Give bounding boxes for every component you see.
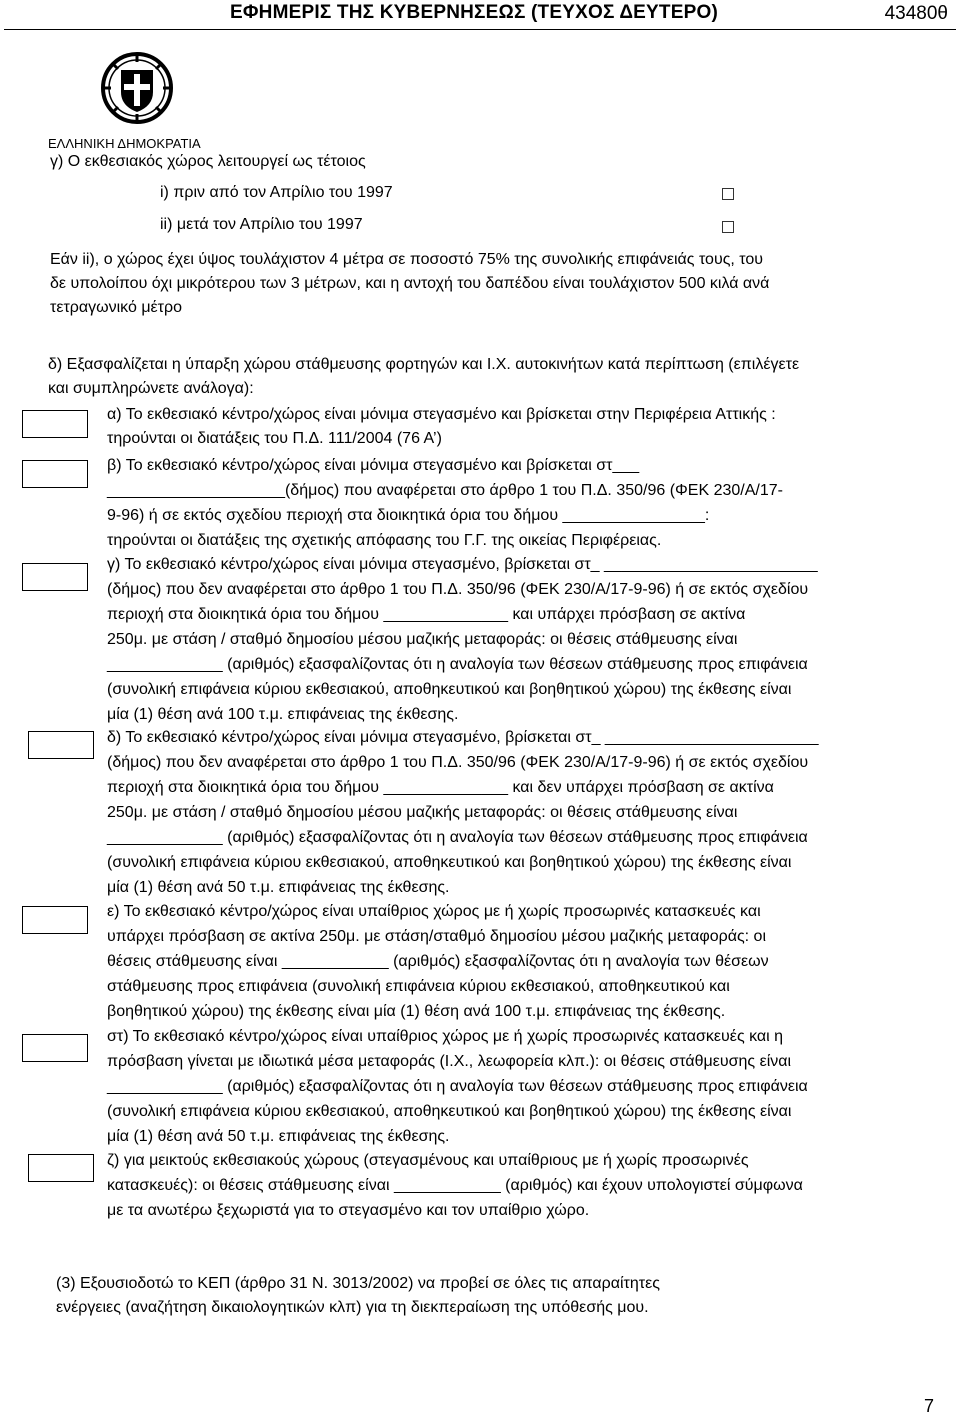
option-c-line: (συνολική επιφάνεια κύριου εκθεσιακού, αποθηκευτικού και βοηθητικού χώρου) της έκθεσης είναι	[107, 681, 792, 698]
section-d-intro-line: δ) Εξασφαλίζεται η ύπαρξη χώρου στάθμευσης φορτηγών και Ι.Χ. αυτοκινήτων κατά περίπτωση (επιλέγετε	[48, 356, 800, 373]
section-g-note-line: δε υπολοίπου όχι μικρότερου των 3 μέτρων, και η αντοχή του δαπέδου είναι τουλάχιστον 500 κιλά ανά	[50, 275, 770, 292]
option-d-line: μία (1) θέση ανά 50 τ.μ. επιφάνειας της έκθεσης.	[107, 879, 450, 896]
select-box-option-z[interactable]	[28, 1154, 94, 1182]
option-e-line: υπάρχει πρόσβαση σε ακτίνα 250μ. με στάση/σταθμό δημοσίου μέσου μαζικής μεταφοράς: οι	[107, 928, 767, 945]
select-box-option-e[interactable]	[22, 906, 88, 934]
option-e-line: βοηθητικού χώρου) της έκθεσης είναι μία (1) θέση ανά 100 τ.μ. επιφάνειας της έκθεσης.	[107, 1003, 726, 1020]
option-z-line: ζ) για μεικτούς εκθεσιακούς χώρους (στεγασμένους και υπαίθριους με ή χωρίς προσωρινές	[107, 1152, 749, 1169]
option-d-line: (συνολική επιφάνεια κύριου εκθεσιακού, αποθηκευτικού και βοηθητικού χώρου) της έκθεσης είναι	[107, 854, 792, 871]
option-a-line: α) Το εκθεσιακό κέντρο/χώρος είναι μόνιμα στεγασμένο και βρίσκεται στην Περιφέρεια Αττικής :	[107, 406, 776, 423]
option-z-line: κατασκευές): οι θέσεις στάθμευσης είναι ____________ (αριθμός) και έχουν υπολογιστεί σύμφωνα	[107, 1177, 803, 1194]
option-d-line: 250μ. με στάση / σταθμό δημοσίου μέσου μαζικής μεταφοράς: οι θέσεις στάθμευσης είναι	[107, 804, 738, 821]
select-box-option-st[interactable]	[22, 1034, 88, 1062]
option-c-line: _____________ (αριθμός) εξασφαλίζοντας ότι η αναλογία των θέσεων στάθμευσης προς επιφάνεια	[107, 656, 808, 673]
greek-emblem-icon	[101, 52, 173, 124]
header-divider	[4, 29, 956, 30]
option-d-line: (δήμος) που δεν αναφέρεται στο άρθρο 1 του Π.Δ. 350/96 (ΦΕΚ 230/Α/17-9-96) ή σε εκτός σχεδίου	[107, 754, 809, 771]
option-before-april-1997: i) πριν από τον Απρίλιο του 1997	[160, 184, 393, 201]
option-c-line: μία (1) θέση ανά 100 τ.μ. επιφάνειας της έκθεσης.	[107, 706, 459, 723]
option-b-line: 9-96) ή σε εκτός σχεδίου περιοχή στα διοικητικά όρια του δήμου ________________:	[107, 507, 710, 524]
gazette-page-number: 43480θ	[884, 3, 948, 24]
option-b-line: ____________________(δήμος) που αναφέρεται στο άρθρο 1 του Π.Δ. 350/96 (ΦΕΚ 230/Α/17-	[107, 482, 783, 499]
option-d-line: δ) Το εκθεσιακό κέντρο/χώρος είναι μόνιμα στεγασμένο, βρίσκεται στ_ ________________________	[107, 729, 819, 746]
option-a-line: τηρούνται οι διατάξεις του Π.Δ. 111/2004 (76 Α’)	[107, 430, 442, 447]
select-box-option-c[interactable]	[22, 563, 88, 591]
footnote-line: (3) Εξουσιοδοτώ το ΚΕΠ (άρθρο 31 Ν. 3013/2002) να προβεί σε όλες τις απαραίτητες	[56, 1275, 660, 1292]
section-g-title: γ) Ο εκθεσιακός χώρος λειτουργεί ως τέτοιος	[50, 153, 366, 170]
gazette-header-title: ΕΦΗΜΕΡΙΣ ΤΗΣ ΚΥΒΕΡΝΗΣΕΩΣ (ΤΕΥΧΟΣ ΔΕΥΤΕΡΟ)	[230, 2, 718, 23]
option-e-line: στάθμευσης προς επιφάνεια (συνολική επιφάνεια κύριου εκθεσιακού, αποθηκευτικού και	[107, 978, 730, 995]
select-box-option-b[interactable]	[22, 460, 88, 488]
option-st-line: _____________ (αριθμός) εξασφαλίζοντας ότι η αναλογία των θέσεων στάθμευσης προς επιφάνεια	[107, 1078, 808, 1095]
option-c-line: γ) Το εκθεσιακό κέντρο/χώρος είναι μόνιμα στεγασμένο, βρίσκεται στ_ ________________________	[107, 556, 818, 573]
page-number: 7	[923, 1396, 934, 1416]
option-st-line: στ) Το εκθεσιακό κέντρο/χώρος είναι υπαίθριος χώρος με ή χωρίς προσωρινές κατασκευές και η	[107, 1028, 784, 1045]
option-after-april-1997: ii) μετά τον Απρίλιο του 1997	[160, 216, 363, 233]
select-box-option-a[interactable]	[22, 410, 88, 438]
option-c-line: 250μ. με στάση / σταθμό δημοσίου μέσου μαζικής μεταφοράς: οι θέσεις στάθμευσης είναι	[107, 631, 738, 648]
option-st-line: μία (1) θέση ανά 50 τ.μ. επιφάνειας της έκθεσης.	[107, 1128, 450, 1145]
section-d-intro-line: και συμπληρώνετε ανάλογα):	[48, 380, 254, 397]
select-box-option-d[interactable]	[28, 731, 94, 759]
option-b-line: β) Το εκθεσιακό κέντρο/χώρος είναι μόνιμα στεγασμένο και βρίσκεται στ___	[107, 457, 640, 474]
option-e-line: ε) Το εκθεσιακό κέντρο/χώρος είναι υπαίθριος χώρος με ή χωρίς προσωρινές κατασκευές και	[107, 903, 761, 920]
section-g-note-line: Εάν ii), ο χώρος έχει ύψος τουλάχιστον 4 μέτρα σε ποσοστό 75% της συνολικής επιφάνειάς τους, του	[50, 251, 764, 268]
option-b-line: τηρούνται οι διατάξεις της σχετικής απόφασης του Γ.Γ. της οικείας Περιφέρειας.	[107, 532, 662, 549]
option-d-line: περιοχή στα διοικητικά όρια του δήμου ______________ και δεν υπάρχει πρόσβαση σε ακτίνα	[107, 779, 774, 796]
option-c-line: περιοχή στα διοικητικά όρια του δήμου ______________ και υπάρχει πρόσβαση σε ακτίνα	[107, 606, 746, 623]
section-g-note-line: τετραγωνικό μέτρο	[50, 299, 182, 316]
checkbox-before-april-1997[interactable]	[722, 188, 734, 200]
footnote-line: ενέργειες (αναζήτηση δικαιολογητικών κλπ) για τη διεκπεραίωση της υπόθεσής μου.	[56, 1299, 649, 1316]
option-st-line: (συνολική επιφάνεια κύριου εκθεσιακού, αποθηκευτικού και βοηθητικού χώρου) της έκθεσης είναι	[107, 1103, 792, 1120]
option-st-line: πρόσβαση γίνεται με ιδιωτικά μέσα μεταφοράς (Ι.Χ., λεωφορεία κλπ.): οι θέσεις στάθμευσης είναι	[107, 1053, 792, 1070]
option-c-line: (δήμος) που δεν αναφέρεται στο άρθρο 1 του Π.Δ. 350/96 (ΦΕΚ 230/Α/17-9-96) ή σε εκτός σχεδίου	[107, 581, 809, 598]
option-d-line: _____________ (αριθμός) εξασφαλίζοντας ότι η αναλογία των θέσεων στάθμευσης προς επιφάνεια	[107, 829, 808, 846]
emblem-caption: ΕΛΛΗΝΙΚΗ ΔΗΜΟΚΡΑΤΙΑ	[48, 136, 201, 151]
option-e-line: θέσεις στάθμευσης είναι ____________ (αριθμός) εξασφαλίζοντας ότι η αναλογία των θέσεων	[107, 953, 769, 970]
checkbox-after-april-1997[interactable]	[722, 221, 734, 233]
option-z-line: με τα ανωτέρω ξεχωριστά για το στεγασμένο και τον υπαίθριο χώρο.	[107, 1202, 590, 1219]
